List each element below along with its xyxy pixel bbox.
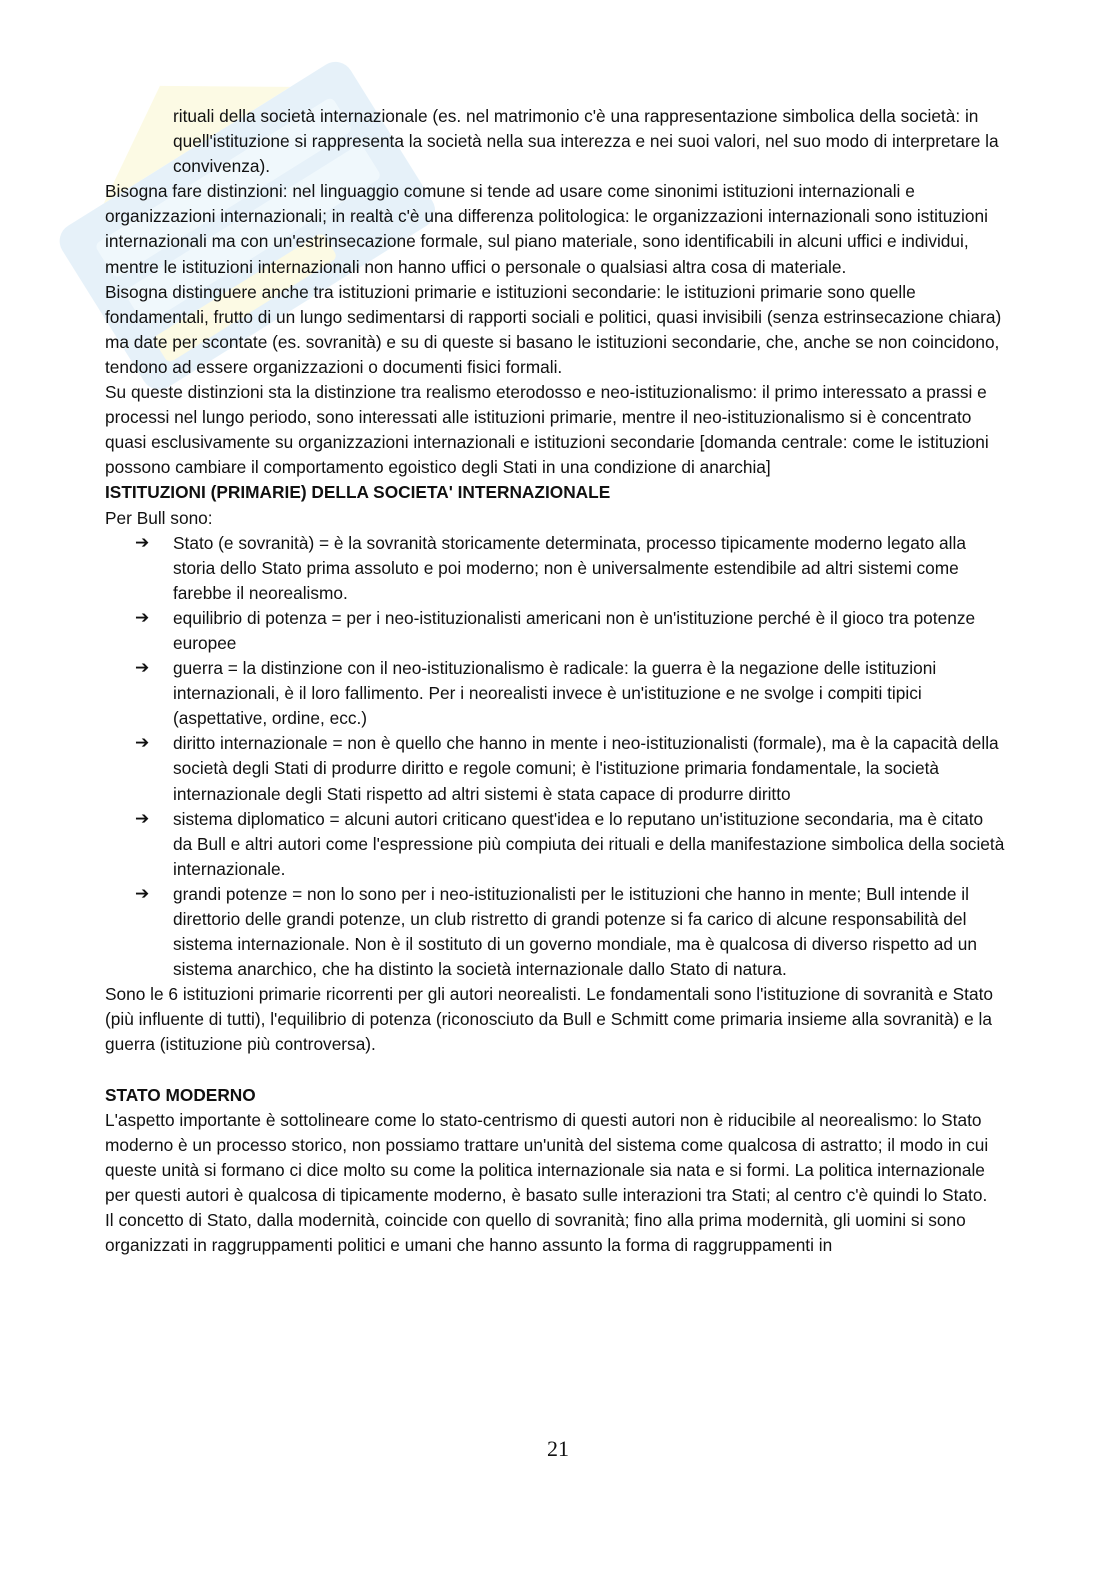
section-intro: Per Bull sono: [105,507,213,528]
list-item-text: Stato (e sovranità) = è la sovranità storicamente determinata, processo tipicamente moderno legato alla storia dello Stato prima assoluto e poi moderno; non è universalmente estendibile ad altri sistemi come farebbe il neorealismo. [173,532,966,603]
intro-continuation: rituali della società internazionale (es. nel matrimonio c'è una rappresentazione simbolica della società: in quell'istituzione si rappresenta la società nella sua interezza e nei suoi valori, nel suo modo di interpretare la convivenza). [173,106,999,177]
list-item [105,807,1005,882]
section-heading-modern-state: STATO MODERNO [105,1084,256,1105]
paragraph-state-centrism: L'aspetto importante è sottolineare come lo stato-centrismo di questi autori non è riducibile al neorealismo: lo Stato moderno è un processo storico, non possiamo trattare un'unità del sistema come qualcosa di astratto; il modo in cui queste unità si formano ci dice molto su come la politica internazionale sia nata e si formi. La politica internazionale per questi autori è qualcosa di tipicamente moderno, è basato sulle interazioni tra Stati; al centro c'è quindi lo Stato. [105,1109,989,1205]
arrow-bullet-icon: ➔ [135,808,150,829]
list-item [105,656,1005,731]
page-number: 21 [547,1436,569,1461]
arrow-bullet-icon: ➔ [135,733,150,754]
list-item-text: grandi potenze = non lo sono per i neo-istituzionalisti per le istituzioni che hanno in mente; Bull intende il direttorio delle grandi potenze, un club ristretto di grandi potenze si fa carico di alcune responsabilità del sistema internazionale. Non è il sostituto di un governo mondiale, ma è qualcosa di diverso rispetto ad un sistema anarchico, che ha distinto la società internazionale dallo Stato di natura. [173,883,978,980]
section-closing: Sono le 6 istituzioni primarie ricorrenti per gli autori neorealisti. Le fondamentali sono l'istituzione di sovranità e Stato (più influente di tutti), l'equilibrio di potenza (riconosciuto da Bull e Schmitt come primaria insieme alla sovranità) e la guerra (istituzione più controversa). [105,984,993,1055]
arrow-bullet-icon: ➔ [135,607,150,628]
arrow-bullet-icon: ➔ [135,883,150,904]
list-item-text: guerra = la distinzione con il neo-istituzionalismo è radicale: la guerra è la negazione delle istituzioni internazionali, è il loro fallimento. Per i neorealisti invece è un'istituzione e ne svolge i compiti tipici (aspettative, ordine, ecc.) [173,658,937,729]
paragraph-primary-secondary: Bisogna distinguere anche tra istituzioni primarie e istituzioni secondarie: le istituzioni primarie sono quelle fondamentali, frutto di un lungo sedimentarsi di rapporti sociali e politici, quasi invisibili (senza estrinsecazione chiara) ma date per scontate (es. sovranità) e su di queste si basano le istituzioni secondarie, che, anche se non coincidono, tendono ad essere organizzazioni o documenti fisici formali. [105,281,1002,377]
paragraph-sovereignty: Il concetto di Stato, dalla modernità, coincide con quello di sovranità; fino alla prima modernità, gli uomini si sono organizzati in raggruppamenti politici e umani che hanno assunto la forma di raggruppamenti in [105,1210,966,1256]
document-body [105,104,1005,1258]
list-item [105,731,1005,806]
list-item [105,531,1005,606]
list-item [105,882,1005,982]
list-item-text: equilibrio di potenza = per i neo-istituzionalisti americani non è un'istituzione perché è il gioco tra potenze europee [173,607,976,653]
arrow-bullet-icon: ➔ [135,532,150,553]
institutions-list [105,531,1005,983]
blank-line [105,1058,1005,1083]
list-item [105,606,1005,656]
paragraph-organizations: Bisogna fare distinzioni: nel linguaggio comune si tende ad usare come sinonimi istituzioni internazionali e organizzazioni internazionali; in realtà c'è una differenza politologica: le organizzazioni internazionali sono istituzioni internazionali ma con un'estrinsecazione formale, sul piano materiale, sono identificabili in alcuni uffici e individui, mentre le istituzioni internazionali non hanno uffici o personale o qualsiasi altra cosa di materiale. [105,181,988,277]
paragraph-realism: Su queste distinzioni sta la distinzione tra realismo eterodosso e neo-istituzionalismo: il primo interessato a prassi e processi nel lungo periodo, sono interessati alle istituzioni primarie, mentre il neo-istituzionalismo si è concentrato quasi esclusivamente su organizzazioni internazionali e istituzioni secondarie [domanda centrale: come le istituzioni possono cambiare il comportamento egoistico degli Stati in una condizione di anarchia] [105,382,989,478]
list-item-text: sistema diplomatico = alcuni autori criticano quest'idea e lo reputano un'istituzione secondaria, ma è citato da Bull e altri autori come l'espressione più compiuta dei rituali e della manifestazione simbolica della società internazionale. [173,808,1005,879]
section-heading-primary-institutions: ISTITUZIONI (PRIMARIE) DELLA SOCIETA' INTERNAZIONALE [105,482,611,503]
list-item-text: diritto internazionale = non è quello che hanno in mente i neo-istituzionalisti (formale), ma è la capacità della società degli Stati di produrre diritto e regole comuni; è l'istituzione primaria fondamentale, la società internazionale degli Stati rispetto ad altri sistemi è stata capace di produrre diritto [173,733,999,804]
arrow-bullet-icon: ➔ [135,658,150,679]
